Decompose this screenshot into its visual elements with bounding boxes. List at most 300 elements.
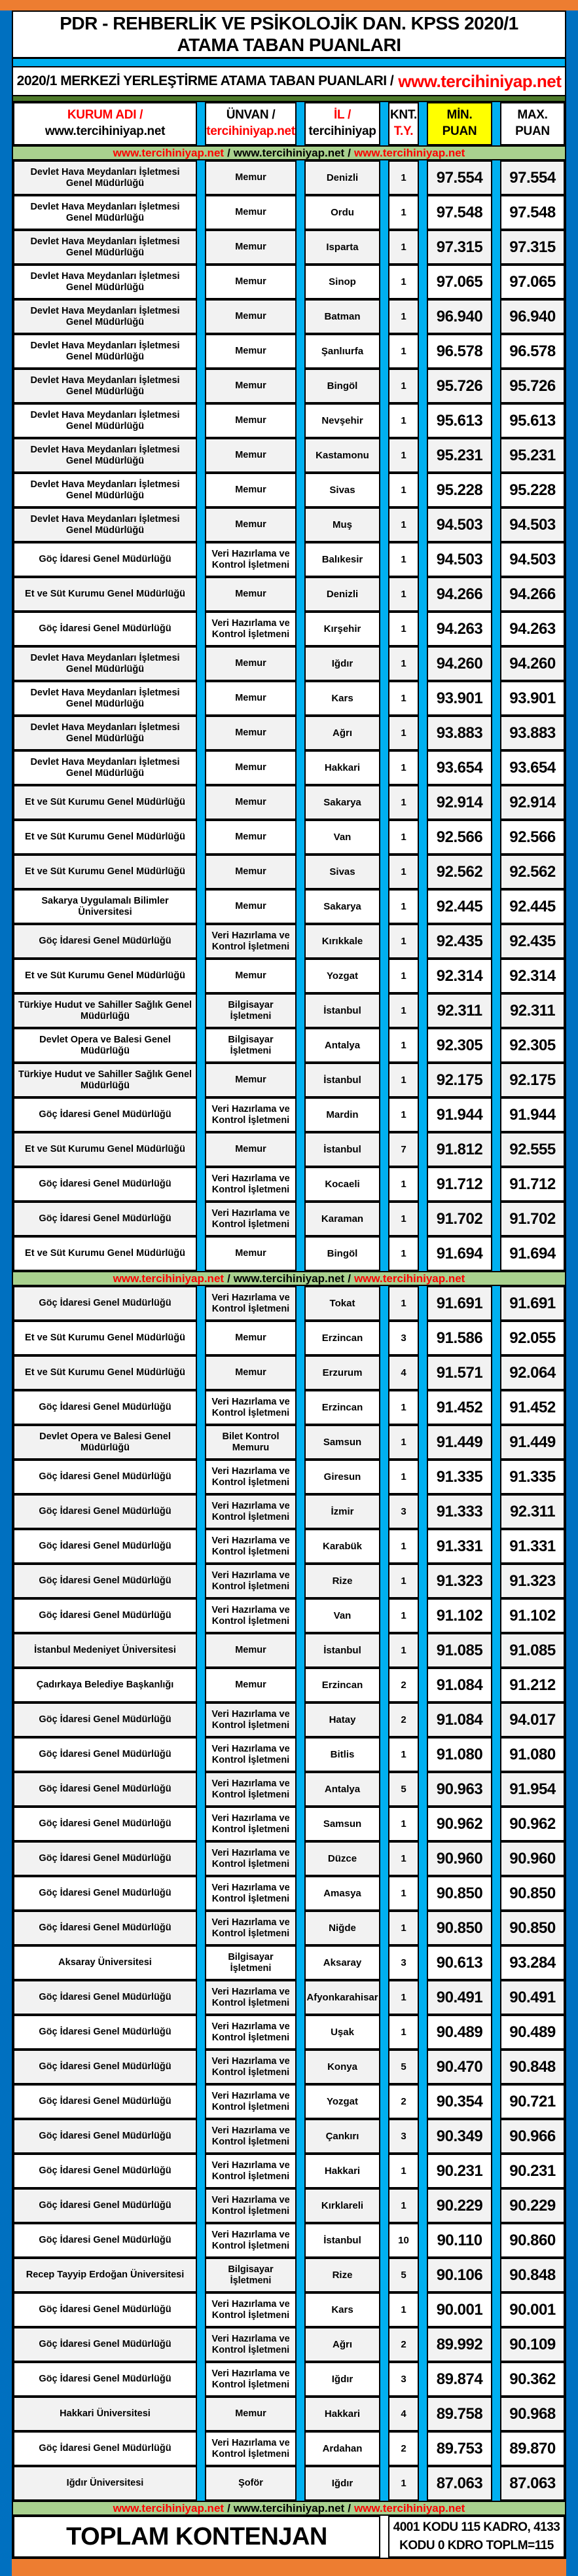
column-gap <box>297 2362 304 2397</box>
column-gap <box>492 855 500 889</box>
knt-cell: 1 <box>388 716 419 750</box>
column-gap <box>492 1097 500 1132</box>
knt-cell: 1 <box>388 2188 419 2223</box>
min-puan-cell: 93.901 <box>427 681 492 716</box>
knt-cell: 1 <box>388 2466 419 2501</box>
column-gap <box>197 1355 205 1390</box>
knt-cell: 1 <box>388 369 419 403</box>
column-gap <box>380 1202 388 1236</box>
unvan-cell: Veri Hazırlama ve Kontrol İşletmeni <box>205 2327 297 2362</box>
column-gap <box>419 1028 427 1063</box>
kurum-cell: Et ve Süt Kurumu Genel Müdürlüğü <box>13 855 197 889</box>
column-gap <box>492 1494 500 1529</box>
separator-slash: / <box>227 1272 230 1285</box>
column-gap <box>297 2466 304 2501</box>
min-puan-cell: 89.874 <box>427 2362 492 2397</box>
knt-cell: 2 <box>388 2084 419 2119</box>
column-gap <box>419 2327 427 2362</box>
min-puan-cell: 90.354 <box>427 2084 492 2119</box>
kurum-cell: Göç İdaresi Genel Müdürlüğü <box>13 2154 197 2188</box>
knt-cell: 1 <box>388 1236 419 1271</box>
unvan-cell: Veri Hazırlama ve Kontrol İşletmeni <box>205 1911 297 1945</box>
il-cell: Kocaeli <box>304 1167 380 1202</box>
column-gap <box>380 1286 388 1321</box>
kurum-cell: Devlet Hava Meydanları İşletmesi Genel Müdürlüğü <box>13 681 197 716</box>
column-gap <box>297 750 304 785</box>
kurum-cell: Göç İdaresi Genel Müdürlüğü <box>13 1876 197 1911</box>
knt-cell: 1 <box>388 750 419 785</box>
column-gap <box>419 2292 427 2327</box>
column-gap <box>297 1494 304 1529</box>
min-puan-cell: 92.314 <box>427 959 492 993</box>
left-blue-bar <box>0 10 12 2559</box>
knt-cell: 2 <box>388 1702 419 1737</box>
bottom-right-blue <box>566 2559 578 2576</box>
column-gap <box>419 1980 427 2015</box>
max-puan-cell: 92.914 <box>500 785 565 820</box>
column-gap <box>419 855 427 889</box>
column-gap <box>197 577 205 612</box>
column-gap <box>380 2466 388 2501</box>
knt-cell: 1 <box>388 1202 419 1236</box>
il-cell: Kars <box>304 681 380 716</box>
column-gap <box>419 1202 427 1236</box>
max-puan-cell: 94.017 <box>500 1702 565 1737</box>
header-max-puan <box>500 102 565 145</box>
column-gap <box>197 785 205 820</box>
il-cell: Ağrı <box>304 716 380 750</box>
column-gap <box>419 785 427 820</box>
column-gap <box>380 1132 388 1167</box>
column-gap <box>419 2466 427 2501</box>
column-gap <box>492 1564 500 1598</box>
column-gap <box>492 2466 500 2501</box>
column-gap <box>297 195 304 230</box>
column-gap <box>380 993 388 1028</box>
column-gap <box>419 889 427 924</box>
il-cell: Niğde <box>304 1911 380 1945</box>
column-gap <box>380 507 388 542</box>
max-puan-cell: 90.850 <box>500 1911 565 1945</box>
kurum-cell: Devlet Hava Meydanları İşletmesi Genel Müdürlüğü <box>13 230 197 265</box>
min-puan-cell: 91.085 <box>427 1633 492 1668</box>
unvan-cell: Veri Hazırlama ve Kontrol İşletmeni <box>205 1737 297 1772</box>
unvan-cell: Veri Hazırlama ve Kontrol İşletmeni <box>205 1286 297 1321</box>
column-gap <box>492 1529 500 1564</box>
il-cell: Çankırı <box>304 2119 380 2154</box>
unvan-cell: Memur <box>205 1236 297 1271</box>
column-gap <box>197 1841 205 1876</box>
column-gap <box>297 2050 304 2084</box>
unvan-cell: Memur <box>205 1633 297 1668</box>
column-gap <box>197 265 205 299</box>
knt-cell: 1 <box>388 855 419 889</box>
unvan-cell: Memur <box>205 1355 297 1390</box>
table-row <box>13 924 565 959</box>
column-gap <box>197 1202 205 1236</box>
column-gap <box>197 1321 205 1355</box>
column-gap <box>380 1737 388 1772</box>
min-puan-cell: 92.435 <box>427 924 492 959</box>
il-cell: Kırklareli <box>304 2188 380 2223</box>
il-cell: Erzurum <box>304 1355 380 1390</box>
column-gap <box>419 542 427 577</box>
column-gap <box>197 2431 205 2466</box>
il-cell: Denizli <box>304 577 380 612</box>
table-row <box>13 1876 565 1911</box>
column-gap <box>419 195 427 230</box>
kurum-cell: Devlet Hava Meydanları İşletmesi Genel Müdürlüğü <box>13 334 197 369</box>
column-gap <box>297 1841 304 1876</box>
min-puan-cell: 92.914 <box>427 785 492 820</box>
column-gap <box>380 1063 388 1097</box>
column-gap <box>297 1807 304 1841</box>
min-puan-cell: 92.445 <box>427 889 492 924</box>
column-gap <box>492 2258 500 2292</box>
column-gap <box>297 577 304 612</box>
column-gap <box>297 959 304 993</box>
kurum-cell: İstanbul Medeniyet Üniversitesi <box>13 1633 197 1668</box>
column-gap <box>419 1668 427 1702</box>
table-row <box>13 299 565 334</box>
unvan-cell: Veri Hazırlama ve Kontrol İşletmeni <box>205 1494 297 1529</box>
column-gap <box>492 1132 500 1167</box>
kurum-cell: Devlet Hava Meydanları İşletmesi Genel Müdürlüğü <box>13 195 197 230</box>
column-gap <box>380 2258 388 2292</box>
column-gap <box>419 1841 427 1876</box>
min-puan-cell: 91.335 <box>427 1460 492 1494</box>
min-puan-cell: 94.266 <box>427 577 492 612</box>
max-puan-cell: 96.578 <box>500 334 565 369</box>
column-gap <box>197 1598 205 1633</box>
kurum-cell: Göç İdaresi Genel Müdürlüğü <box>13 1598 197 1633</box>
unvan-cell: Veri Hazırlama ve Kontrol İşletmeni <box>205 2431 297 2466</box>
column-gap <box>297 438 304 473</box>
column-gap <box>297 2154 304 2188</box>
table-header-row <box>13 102 565 145</box>
table-row <box>13 1598 565 1633</box>
il-cell: Şanlıurfa <box>304 334 380 369</box>
quota-summary-line2: KODU 0 KDRO TOPLM=115 <box>399 2539 554 2552</box>
unvan-cell: Memur <box>205 438 297 473</box>
kurum-cell: Çadırkaya Belediye Başkanlığı <box>13 1668 197 1702</box>
column-gap <box>419 438 427 473</box>
knt-cell: 1 <box>388 681 419 716</box>
column-gap <box>492 2431 500 2466</box>
kurum-cell: Et ve Süt Kurumu Genel Müdürlüğü <box>13 820 197 855</box>
unvan-cell: Memur <box>205 195 297 230</box>
max-puan-cell: 96.940 <box>500 299 565 334</box>
unvan-cell: Veri Hazırlama ve Kontrol İşletmeni <box>205 1202 297 1236</box>
table-row <box>13 646 565 681</box>
column-gap <box>419 1494 427 1529</box>
column-gap <box>492 334 500 369</box>
unvan-cell: Memur <box>205 1132 297 1167</box>
il-cell: Afyonkarahisar <box>304 1980 380 2015</box>
table-row <box>13 1945 565 1980</box>
kurum-cell: Türkiye Hudut ve Sahiller Sağlık Genel Müdürlüğü <box>13 1063 197 1097</box>
column-gap <box>492 2084 500 2119</box>
unvan-cell: Veri Hazırlama ve Kontrol İşletmeni <box>205 542 297 577</box>
header-kurum-url: www.tercihiniyap.net <box>45 124 166 138</box>
column-gap <box>492 1737 500 1772</box>
il-cell: Bingöl <box>304 369 380 403</box>
kurum-cell: Iğdır Üniversitesi <box>13 2466 197 2501</box>
max-puan-cell: 97.554 <box>500 160 565 195</box>
knt-cell: 1 <box>388 612 419 646</box>
column-gap <box>197 369 205 403</box>
column-gap <box>297 542 304 577</box>
column-gap <box>297 1668 304 1702</box>
column-gap <box>380 855 388 889</box>
max-puan-cell: 87.063 <box>500 2466 565 2501</box>
column-gap <box>380 1945 388 1980</box>
il-cell: Van <box>304 1598 380 1633</box>
unvan-cell: Veri Hazırlama ve Kontrol İşletmeni <box>205 1841 297 1876</box>
column-gap <box>419 1876 427 1911</box>
max-puan-cell: 94.266 <box>500 577 565 612</box>
min-puan-cell: 90.231 <box>427 2154 492 2188</box>
column-gap <box>297 681 304 716</box>
knt-cell: 1 <box>388 993 419 1028</box>
table-row <box>13 160 565 195</box>
max-puan-cell: 90.001 <box>500 2292 565 2327</box>
column-gap <box>492 2188 500 2223</box>
separator-url: www.tercihiniyap.net <box>353 146 465 159</box>
min-puan-cell: 91.452 <box>427 1390 492 1425</box>
il-cell: Bingöl <box>304 1236 380 1271</box>
column-gap <box>419 993 427 1028</box>
rows-bottom <box>13 1286 565 2501</box>
min-puan-cell: 90.470 <box>427 2050 492 2084</box>
column-gap <box>419 102 427 145</box>
knt-cell: 5 <box>388 1772 419 1807</box>
il-cell: İstanbul <box>304 1132 380 1167</box>
column-gap <box>297 160 304 195</box>
column-gap <box>419 1564 427 1598</box>
column-gap <box>380 2397 388 2431</box>
kurum-cell: Göç İdaresi Genel Müdürlüğü <box>13 1097 197 1132</box>
column-gap <box>197 542 205 577</box>
column-gap <box>197 2154 205 2188</box>
column-gap <box>197 750 205 785</box>
green-divider <box>13 95 565 102</box>
max-puan-cell: 91.080 <box>500 1737 565 1772</box>
min-puan-cell: 97.065 <box>427 265 492 299</box>
min-puan-cell: 91.323 <box>427 1564 492 1598</box>
column-gap <box>297 2292 304 2327</box>
max-puan-cell: 90.966 <box>500 2119 565 2154</box>
max-puan-cell: 90.968 <box>500 2397 565 2431</box>
kurum-cell: Sakarya Uygulamalı Bilimler Üniversitesi <box>13 889 197 924</box>
min-puan-cell: 87.063 <box>427 2466 492 2501</box>
column-gap <box>197 1737 205 1772</box>
unvan-cell: Veri Hazırlama ve Kontrol İşletmeni <box>205 2050 297 2084</box>
column-gap <box>297 1772 304 1807</box>
table-row <box>13 2084 565 2119</box>
column-gap <box>297 2188 304 2223</box>
column-gap <box>419 2015 427 2050</box>
column-gap <box>380 1355 388 1390</box>
column-gap <box>492 1702 500 1737</box>
table-row <box>13 2050 565 2084</box>
max-puan-cell: 91.331 <box>500 1529 565 1564</box>
separator-row <box>13 2501 565 2516</box>
quota-summary-line1: 4001 KODU 115 KADRO, 4133 <box>393 2520 560 2535</box>
column-gap <box>380 1668 388 1702</box>
table-row <box>13 1097 565 1132</box>
table-row <box>13 1460 565 1494</box>
knt-cell: 1 <box>388 1097 419 1132</box>
il-cell: Nevşehir <box>304 403 380 438</box>
table-row <box>13 2466 565 2501</box>
table-row <box>13 993 565 1028</box>
unvan-cell: Memur <box>205 959 297 993</box>
unvan-cell: Memur <box>205 473 297 507</box>
column-gap <box>492 820 500 855</box>
column-gap <box>380 1529 388 1564</box>
il-cell: Sinop <box>304 265 380 299</box>
column-gap <box>297 1460 304 1494</box>
column-gap <box>419 507 427 542</box>
column-gap <box>197 2223 205 2258</box>
min-puan-cell: 91.702 <box>427 1202 492 1236</box>
column-gap <box>492 230 500 265</box>
column-gap <box>297 2084 304 2119</box>
column-gap <box>297 1028 304 1063</box>
il-cell: Karabük <box>304 1529 380 1564</box>
max-puan-cell: 91.102 <box>500 1598 565 1633</box>
table-row <box>13 681 565 716</box>
il-cell: Rize <box>304 1564 380 1598</box>
unvan-cell: Memur <box>205 785 297 820</box>
kurum-cell: Et ve Süt Kurumu Genel Müdürlüğü <box>13 577 197 612</box>
min-puan-cell: 90.962 <box>427 1807 492 1841</box>
column-gap <box>380 924 388 959</box>
knt-cell: 3 <box>388 1494 419 1529</box>
column-gap <box>380 1167 388 1202</box>
min-puan-cell: 94.503 <box>427 542 492 577</box>
column-gap <box>197 1945 205 1980</box>
separator-url: www.tercihiniyap.net <box>113 146 225 159</box>
header-il-url: tercihiniyap <box>308 124 376 138</box>
kurum-cell: Et ve Süt Kurumu Genel Müdürlüğü <box>13 1132 197 1167</box>
column-gap <box>380 1494 388 1529</box>
column-gap <box>197 1028 205 1063</box>
unvan-cell: Şoför <box>205 2466 297 2501</box>
separator-row <box>13 145 565 160</box>
knt-cell: 1 <box>388 1167 419 1202</box>
column-gap <box>297 1063 304 1097</box>
max-puan-cell: 91.712 <box>500 1167 565 1202</box>
column-gap <box>297 1390 304 1425</box>
knt-cell: 1 <box>388 1598 419 1633</box>
kurum-cell: Devlet Hava Meydanları İşletmesi Genel Müdürlüğü <box>13 646 197 681</box>
unvan-cell: Memur <box>205 681 297 716</box>
column-gap <box>492 1876 500 1911</box>
header-kurum <box>13 102 197 145</box>
knt-cell: 4 <box>388 2397 419 2431</box>
column-gap <box>380 612 388 646</box>
column-gap <box>492 889 500 924</box>
il-cell: Erzincan <box>304 1390 380 1425</box>
column-gap <box>380 195 388 230</box>
min-puan-cell: 94.263 <box>427 612 492 646</box>
column-gap <box>380 1772 388 1807</box>
unvan-cell: Bilgisayar İşletmeni <box>205 1945 297 1980</box>
knt-cell: 5 <box>388 2050 419 2084</box>
column-gap <box>419 1063 427 1097</box>
column-gap <box>380 577 388 612</box>
min-puan-cell: 94.260 <box>427 646 492 681</box>
unvan-cell: Memur <box>205 507 297 542</box>
unvan-cell: Veri Hazırlama ve Kontrol İşletmeni <box>205 2154 297 2188</box>
table-row <box>13 1202 565 1236</box>
table-row <box>13 1564 565 1598</box>
column-gap <box>380 681 388 716</box>
il-cell: Balıkesir <box>304 542 380 577</box>
column-gap <box>297 1236 304 1271</box>
column-gap <box>297 473 304 507</box>
column-gap <box>492 612 500 646</box>
table-row <box>13 2119 565 2154</box>
column-gap <box>297 403 304 438</box>
column-gap <box>492 716 500 750</box>
il-cell: Erzincan <box>304 1668 380 1702</box>
kurum-cell: Devlet Hava Meydanları İşletmesi Genel Müdürlüğü <box>13 369 197 403</box>
unvan-cell: Veri Hazırlama ve Kontrol İşletmeni <box>205 2292 297 2327</box>
column-gap <box>380 1321 388 1355</box>
table-row <box>13 1321 565 1355</box>
kurum-cell: Et ve Süt Kurumu Genel Müdürlüğü <box>13 1355 197 1390</box>
table-row <box>13 1132 565 1167</box>
column-gap <box>197 1529 205 1564</box>
column-gap <box>419 1460 427 1494</box>
unvan-cell: Memur <box>205 577 297 612</box>
column-gap <box>380 1876 388 1911</box>
min-puan-cell: 90.960 <box>427 1841 492 1876</box>
column-gap <box>492 542 500 577</box>
unvan-cell: Veri Hazırlama ve Kontrol İşletmeni <box>205 612 297 646</box>
column-gap <box>297 1202 304 1236</box>
column-gap <box>297 1167 304 1202</box>
column-gap <box>419 1425 427 1460</box>
separator-slash: / <box>227 146 230 159</box>
column-gap <box>297 507 304 542</box>
column-gap <box>419 2188 427 2223</box>
il-cell: Uşak <box>304 2015 380 2050</box>
table-row <box>13 1702 565 1737</box>
min-puan-cell: 91.691 <box>427 1286 492 1321</box>
column-gap <box>380 160 388 195</box>
column-gap <box>380 1390 388 1425</box>
min-puan-cell: 90.110 <box>427 2223 492 2258</box>
column-gap <box>297 646 304 681</box>
column-gap <box>380 1097 388 1132</box>
table-row <box>13 1425 565 1460</box>
separator-row <box>13 1271 565 1286</box>
column-gap <box>197 1167 205 1202</box>
column-gap <box>419 1772 427 1807</box>
top-orange-bar <box>0 0 578 10</box>
column-gap <box>297 1911 304 1945</box>
il-cell: Iğdır <box>304 2466 380 2501</box>
il-cell: Samsun <box>304 1807 380 1841</box>
table-row <box>13 1633 565 1668</box>
column-gap <box>492 1460 500 1494</box>
knt-cell: 1 <box>388 507 419 542</box>
min-puan-cell: 90.106 <box>427 2258 492 2292</box>
